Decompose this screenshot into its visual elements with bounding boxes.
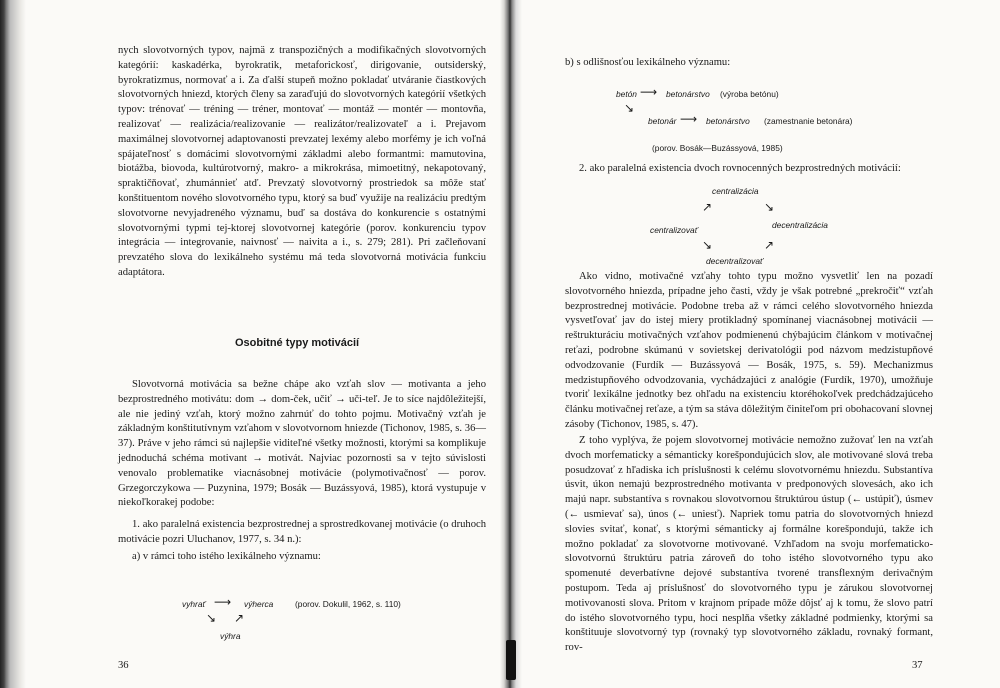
left-item-1a: a) v rámci toho istého lexikálneho významu:	[132, 551, 321, 562]
diagram-word-vyherca: výherca	[244, 599, 274, 609]
arrow-up-right-icon: ↗	[234, 611, 245, 625]
book-binding-left-edge	[0, 0, 26, 688]
arrow-down-right-icon: ↘	[702, 238, 713, 252]
diagram-word-vyhrat: vyhrať	[182, 599, 206, 609]
diagram-reference: (porov. Dokulil, 1962, s. 110)	[295, 599, 401, 609]
right-page-number: 37	[912, 660, 923, 671]
diagram-word-betonarstvo-1: betonárstvo	[666, 89, 710, 99]
right-paragraph-1: Ako vidno, motivačné vzťahy tohto typu možno vysvetliť len na pozadí slovotvorného hniezda, prípadne jeho časti, vždy je však potrebné „prekročiť“ vzťah bezprostrednej motivácie. Podobne treba až v rámci celého slovotvorného hniezda vysvetľovať jav do istej miery protikladný spomínanej viacnásobnej motivácii — reštrukturáciu motivačných vzťahov podmienenú chýbajúcim článkom v motivačnej reťazi, podrobne skúmanú v sovietskej derivatológii pod názvom medzistupňové odvodzovanie (Furdík — Buzássyová — Bosák, 1975, s. 59). Mechanizmus medzistupňového odvodzovania, vychádzajúci z analógie (Furdík, 1970), umožňuje tvoriť lexikálne jednotky bez ohľadu na existenciu ktoréhokoľvek predchádzajúceho článku motivačnej reťaze, a tým sa stáva dôležitým činiteľom pri obohacovaní slovnej zásoby (Tichonov, 1985, s. 47).	[565, 271, 933, 430]
right-item-2: 2. ako paralelná existencia dvoch rovnocenných bezprostredných motivácií:	[579, 163, 901, 174]
right-paragraph-2: Z toho vyplýva, že pojem slovotvornej motivácie nemožno zužovať len na vzťah dvoch morfematicky a sémanticky korešpondujúcich slov, ale motivované slová treba posudzovať z hľadiska ich príslušnosti k celému slovotvornému hniezdu. Substantíva úsvit, úkon nemajú bezprostredného motivanta v predponových slovesách, ako ich majú napr. substantíva s rovnakou slovotvornou štruktúrou ústup (← ustúpiť), úsmev (← usmievať sa), únos (← uniesť). Napriek tomu patria do slovotvorných hniezd slovies svitať, konať, s ktorými sémanticky aj formálne korešpondujú, takže ich možno pokladať za slovotvorne motivované. Vzhľadom na svoju morfematicko-slovotvornú štruktúru patria zároveň do toho istého slovotvorného typu ako spomenuté deverbatívne dejové substantíva tvorené transflexným derivačným postupom. Teda aj príslušnosť do slovotvorného typu je zárukou slovotvornej motivovanosti slova. Pritom v krajnom prípade môže dôjsť aj k tomu, že slovo patrí do istého slovotvorného typu, hoci nesplňa všetky základné podmienky, ktorými sa konštituuje slovotvorný typ (rovnaký typ slovotvorného základu, rovnaký formant, rov-	[565, 435, 933, 654]
diagram-word-right: decentralizácia	[772, 220, 828, 230]
diagram-word-left: centralizovať	[650, 225, 698, 235]
arrow-right-icon: ⟶	[214, 595, 232, 609]
book-gutter	[500, 0, 522, 688]
left-paragraph-1: nych slovotvorných typov, najmä z transpozičných a modifikačných slovotvorných kategórií: kaskadérka, byrokratik, metaforickosť, dirigovanie, outsiderský, byrokratizmus, normovať a i. Za ďalší stupeň možno pokladať utváranie čiastkových slovotvorných hniezd, ktorých členy sa zaraďujú do slovotvorných kategórií všetkých typov: trénovať — tréning — tréner, montovať — montáž — montér — montovňa, realizovať — realizácia/realizovanie — realizátor/realizovateľ a i. Prejavom maximálnej slovotvornej adaptovanosti prevzatej lexémy alebo morfémy je ich voľná spájateľnosť s domácimi slovotvornými základmi alebo formantmi: mamutovina, biotážba, biovoda, kultúrotvorný, makro- a mikrokrása, mimoetitný, nekapotovaný, spraktičňovať, zhumánnieť atď. Prevzatý slovotvorný prostriedok sa môže stať konštituentom nového slovotvorného typu, ktorý sa buď využije na realizáciu predtým slovotvorne nevyjadreného významu, buď sa dostáva do konkurencie s ostatnými slovotvornými typmi tej-ktorej slovotvornej kategórie (porov. konkurenciu typov integrácia — integrovanie, naivnosť — naivita a i., s. 279; 281). Pri začleňovaní prevzatého slova do lexikálneho systému má teda slovotvorná motivácia funkciu adaptátora.	[118, 45, 486, 278]
diagram-word-bottom: decentralizovať	[706, 256, 763, 266]
left-item-1: 1. ako paralelná existencia bezprostrednej a sprostredkovanej motivácie (o druhoch motivácie pozri Uluchanov, 1977, s. 34 n.):	[118, 519, 486, 545]
arrow-right-icon: ⟶	[640, 85, 658, 99]
arrow-right-icon: ⟶	[680, 112, 698, 126]
arrow-down-right-icon: ↘	[764, 200, 775, 214]
left-paragraph-2: Slovotvorná motivácia sa bežne chápe ako vzťah slov — motivanta a jeho bezprostredného motivátu: dom → dom-ček, učiť → uči-teľ. Je to síce najdôležitejší, ale nie jediný vzťah, ktorý možno zahrnúť do tohto pojmu. Motivačný vzťah je základným konštitutívnym vzťahom v slovotvornom hniezde (Tichonov, 1985, s. 36—37). Práve v jeho rámci sú najlepšie viditeľné všetky možnosti, ktorými sa komplikuje jednoduchá schéma motivant → motivát. Najviac pozornosti sa v tejto súvislosti venovalo problematike viacnásobnej motivácie (polymotivačnosť — porov. Grzegorczykowa — Puzynina, 1979; Bosák — Buzássyová, 1985), ktorá vystupuje v niekoľkorakej podobe:	[118, 379, 486, 509]
section-heading: Osobitné typy motivácií	[235, 337, 360, 349]
right-item-1b: b) s odlišnosťou lexikálneho významu:	[565, 57, 731, 68]
left-page-number: 36	[118, 660, 129, 671]
gutter-shadow-mark	[506, 640, 516, 680]
diagram-word-betonar: betonár	[648, 116, 677, 126]
diagram-word-beton: betón	[616, 89, 637, 99]
diagram-word-vyhra: výhra	[220, 631, 241, 641]
diagram-word-top: centralizácia	[712, 186, 759, 196]
diagram-gloss-1: (výroba betónu)	[720, 89, 779, 99]
arrow-down-right-icon: ↘	[206, 611, 217, 625]
diagram-word-betonarstvo-2: betonárstvo	[706, 116, 750, 126]
diagram-gloss-2: (zamestnanie betonára)	[764, 116, 853, 126]
diagram-reference: (porov. Bosák—Buzássyová, 1985)	[652, 143, 783, 153]
arrow-up-right-icon: ↗	[702, 200, 713, 214]
arrow-down-right-icon: ↘	[624, 101, 635, 115]
arrow-up-right-icon: ↗	[764, 238, 775, 252]
